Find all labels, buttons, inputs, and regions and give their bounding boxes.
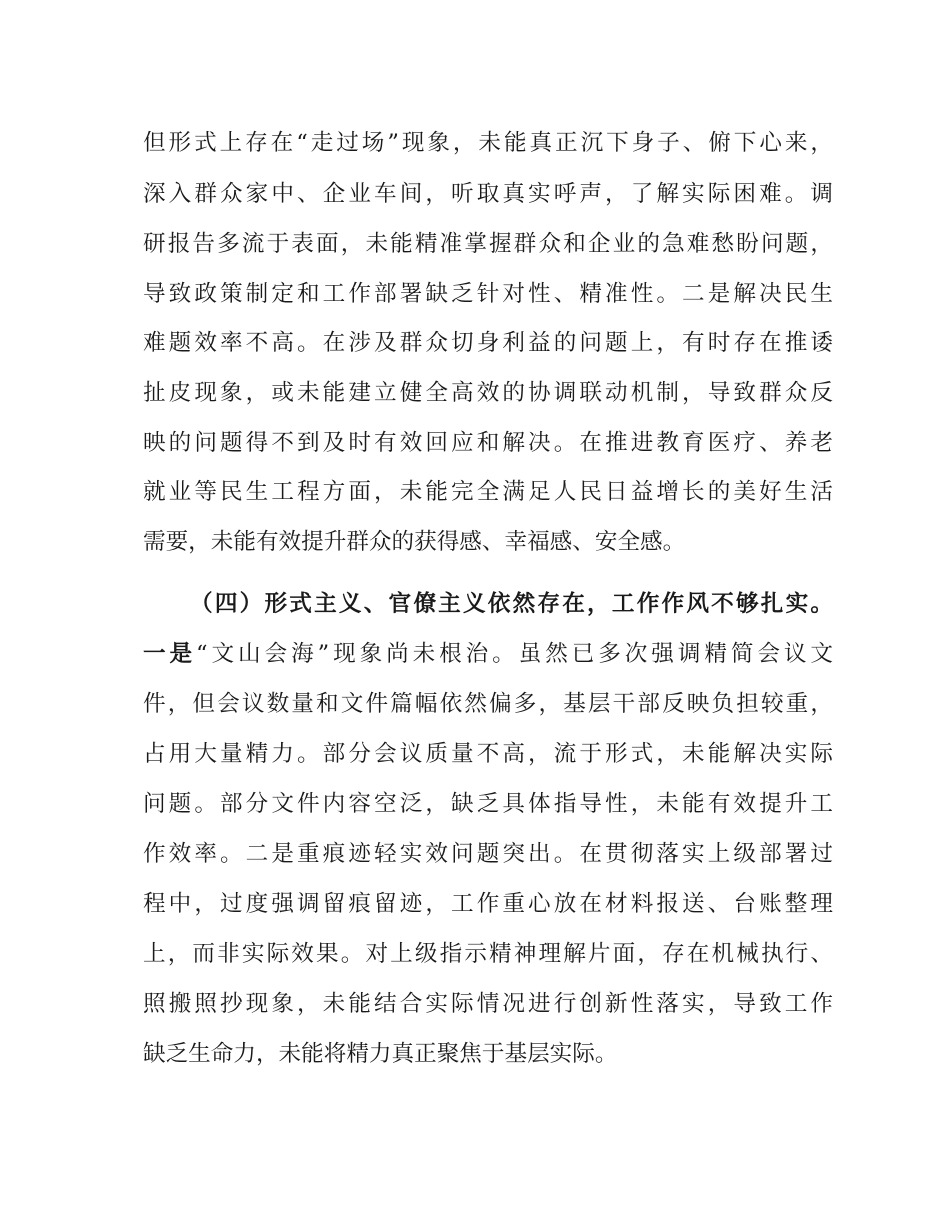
paragraph-line: 需要，未能有效提升群众的获得感、幸福感、安全感。 [143,529,686,555]
paragraph-line: 件，但会议数量和文件篇幅依然偏多，基层干部反映负担较重， [143,691,833,717]
paragraph-line: 缺乏生命力，未能将精力真正聚焦于基层实际。 [143,1041,618,1067]
lead-text: “文山会海”现象尚未根治。虽然已多次强调精简会议文 [196,641,834,667]
paragraph-line: 照搬照抄现象，未能结合实际情况进行创新性落实，导致工作 [143,991,833,1017]
paragraph-line: 程中，过度强调留痕留迹，工作重心放在材料报送、台账整理 [143,891,833,917]
paragraph-line: 问题。部分文件内容空泛，缺乏具体指导性，未能有效提升工 [143,791,833,817]
paragraph-line: 上，而非实际效果。对上级指示精神理解片面，存在机械执行、 [143,941,833,967]
paragraph-line: 导致政策制定和工作部署缺乏针对性、精准性。二是解决民生 [143,281,833,307]
paragraph-line: 作效率。二是重痕迹轻实效问题突出。在贯彻落实上级部署过 [143,841,833,867]
paragraph-line: 但形式上存在“走过场”现象，未能真正沉下身子、俯下心来， [143,130,833,156]
paragraph-line: 深入群众家中、企业车间，听取真实呼声，了解实际困难。调 [143,181,833,207]
section-heading: （四）形式主义、官僚主义依然存在，工作作风不够扎实。 [190,591,833,617]
paragraph-line: 研报告多流于表面，未能精准掌握群众和企业的急难愁盼问题， [143,231,833,257]
section-first-line [143,639,833,669]
paragraph-line: 扯皮现象，或未能建立健全高效的协调联动机制，导致群众反 [143,380,833,406]
paragraph-line: 难题效率不高。在涉及群众切身利益的问题上，有时存在推诿 [143,330,833,356]
paragraph-line: 就业等民生工程方面，未能完全满足人民日益增长的美好生活 [143,479,833,505]
paragraph-line: 映的问题得不到及时有效回应和解决。在推进教育医疗、养老 [143,430,833,456]
lead-emphasis: 一是 [143,641,197,667]
paragraph-line: 占用大量精力。部分会议质量不高，流于形式，未能解决实际 [143,741,833,767]
